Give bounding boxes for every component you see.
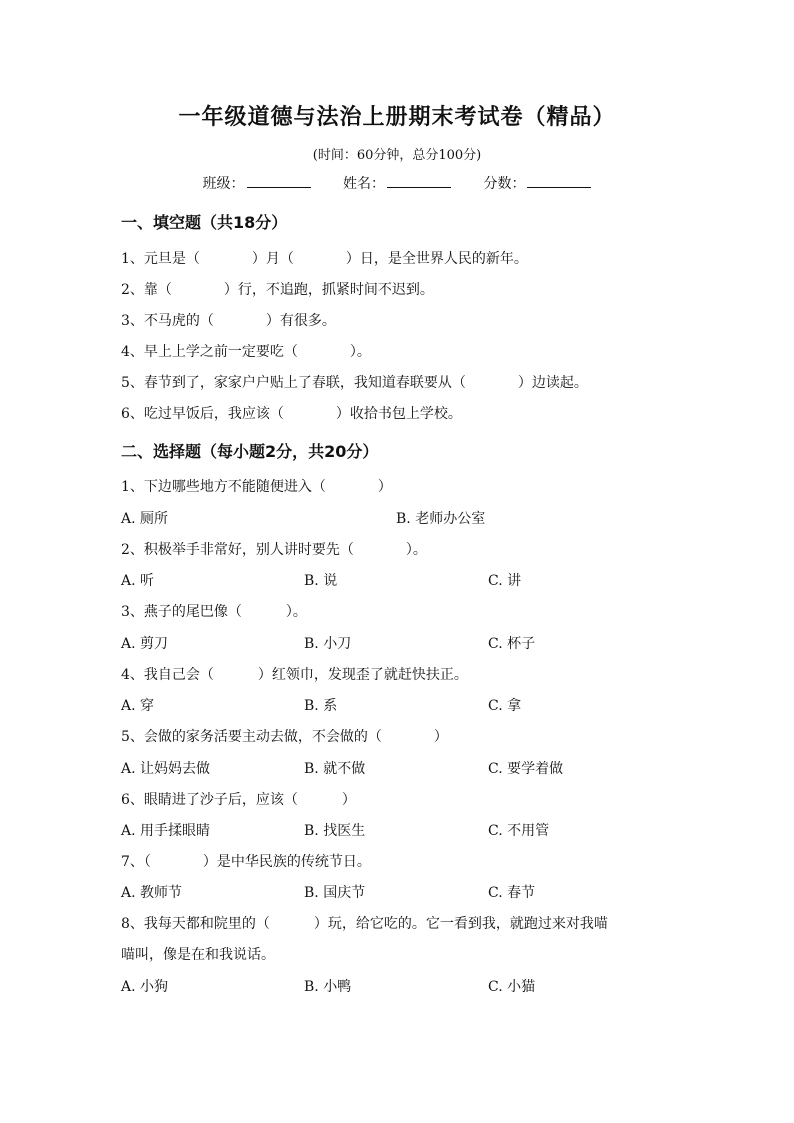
name-label: 姓名： <box>343 176 385 192</box>
choice-question-6 <box>121 789 356 809</box>
question-text: 5、会做的家务活要主动去做，不会做的（ <box>121 729 382 745</box>
choice-question-7 <box>121 851 371 871</box>
question-text: ）红领巾，发现歪了就赶快扶正。 <box>257 667 468 683</box>
fill-question-3 <box>121 310 336 330</box>
option-b[interactable]: B. 找医生 <box>304 823 366 839</box>
question-text: 5、春节到了，家家户户贴上了春联，我知道春联要从（ <box>121 375 466 391</box>
option-b[interactable]: B. 国庆节 <box>304 885 366 901</box>
option-c[interactable]: C. 讲 <box>488 573 522 589</box>
question-text: 1、元旦是（ <box>121 251 200 267</box>
choice-question-8 <box>121 913 608 933</box>
option-b[interactable]: B. 说 <box>304 573 338 589</box>
option-a[interactable]: A. 用手揉眼睛 <box>121 823 211 839</box>
option-b[interactable]: B. 系 <box>304 698 338 714</box>
choice-question-4 <box>121 664 468 684</box>
question-text: 4、早上上学之前一定要吃（ <box>121 344 298 360</box>
question-text: ）是中华民族的传统节日。 <box>202 854 371 870</box>
class-field <box>203 173 311 193</box>
question-text: ）边读起。 <box>517 375 588 391</box>
question-text: ）行，不追跑，抓紧时间不迟到。 <box>223 282 434 298</box>
question-text: ） <box>433 729 448 745</box>
choice-question-1 <box>121 476 392 496</box>
question-text: 8、我每天都和院里的（ <box>121 916 270 932</box>
option-a[interactable]: A. 让妈妈去做 <box>121 761 211 777</box>
score-field <box>483 173 591 193</box>
option-c[interactable]: C. 小猫 <box>488 979 536 995</box>
question-text: ）。 <box>405 542 427 558</box>
option-c[interactable]: C. 杯子 <box>488 636 536 652</box>
fill-question-4 <box>121 341 371 361</box>
class-label: 班级： <box>202 176 245 192</box>
question-text: ）日，是全世界人民的新年。 <box>345 251 528 267</box>
option-c[interactable]: C. 春节 <box>488 885 536 901</box>
score-label: 分数： <box>483 176 526 192</box>
question-text: 6、吃过早饭后，我应该（ <box>121 406 284 422</box>
fill-question-6 <box>121 403 462 423</box>
fill-question-2 <box>121 279 434 299</box>
question-text: ） <box>377 479 392 495</box>
option-c[interactable]: C. 拿 <box>488 698 522 714</box>
question-text: ）月（ <box>251 251 294 267</box>
name-field <box>343 173 451 193</box>
question-text: 6、眼睛进了沙子后，应该（ <box>121 792 298 808</box>
option-b[interactable]: B. 就不做 <box>304 761 366 777</box>
option-a[interactable]: A. 穿 <box>121 698 155 714</box>
page-title: 一年级道德与法治上册期末考试卷（精品） <box>178 105 616 130</box>
option-a[interactable]: A. 教师节 <box>121 885 183 901</box>
fill-question-5 <box>121 372 588 392</box>
question-text: 2、积极举手非常好，别人讲时要先（ <box>121 542 354 558</box>
option-c[interactable]: C. 不用管 <box>488 823 550 839</box>
name-blank[interactable] <box>387 173 451 188</box>
option-a[interactable]: A. 厕所 <box>121 511 169 527</box>
score-blank[interactable] <box>527 173 591 188</box>
question-text: ）有很多。 <box>265 313 336 329</box>
question-text: 1、下边哪些地方不能随便进入（ <box>121 479 326 495</box>
choice-question-3 <box>121 601 307 621</box>
question-text: 4、我自己会（ <box>121 667 214 683</box>
option-b[interactable]: B. 小刀 <box>304 636 352 652</box>
section-fill-in-heading: 一、填空题（共18分） <box>121 213 288 232</box>
option-a[interactable]: A. 剪刀 <box>121 636 169 652</box>
option-b[interactable]: B. 老师办公室 <box>396 511 486 527</box>
section-choice-heading: 二、选择题（每小题2分，共20分） <box>121 442 379 461</box>
fill-question-1 <box>121 248 528 268</box>
question-text: 7、（ <box>121 854 151 870</box>
option-a[interactable]: A. 小狗 <box>121 979 169 995</box>
question-text: 3、不马虎的（ <box>121 313 214 329</box>
option-c[interactable]: C. 要学着做 <box>488 761 564 777</box>
question-text: ） <box>341 792 356 808</box>
student-info-row <box>0 173 794 193</box>
class-blank[interactable] <box>247 173 311 188</box>
choice-question-5 <box>121 726 448 746</box>
question-text: ）玩，给它吃的。它一看到我，就跑过来对我喵 <box>313 916 608 932</box>
question-text: ）。 <box>285 604 307 620</box>
option-b[interactable]: B. 小鸭 <box>304 979 352 995</box>
option-a[interactable]: A. 听 <box>121 573 155 589</box>
question-text: ）收拾书包上学校。 <box>335 406 462 422</box>
exam-time-note: (时间：60分钟，总分100分) <box>312 148 482 163</box>
question-text: 2、靠（ <box>121 282 172 298</box>
question-text: 3、燕子的尾巴像（ <box>121 604 242 620</box>
choice-question-8-continued: 喵叫，像是在和我说话。 <box>121 947 275 963</box>
question-text: ）。 <box>349 344 371 360</box>
choice-question-2 <box>121 539 427 559</box>
